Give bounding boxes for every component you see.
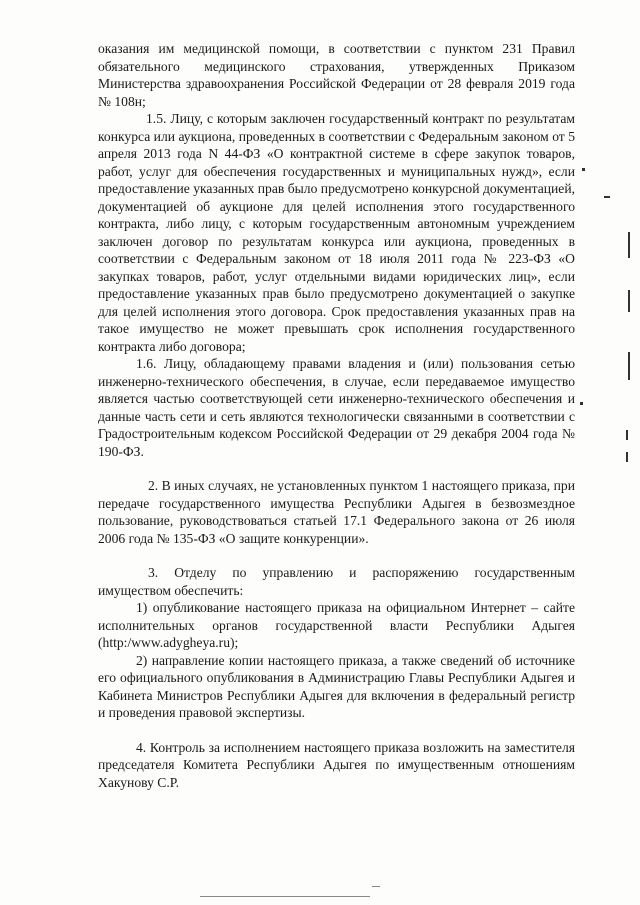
scan-artifact bbox=[628, 290, 630, 312]
paragraph-gap bbox=[98, 547, 575, 564]
paragraph-3-2: 2) направление копии настоящего приказа, а также сведений об источнике его официального опубликования в Администрацию Главы Республики Адыгея и Кабинета Министров Республики Адыгея для включения в федеральный регистр и проведения правовой экспертизы. bbox=[98, 652, 575, 720]
paragraph-1-5: 1.5. Лицу, с которым заключен государственный контракт по результатам конкурса или аукциона, проведенных в соответствии с Федеральным законом от 5 апреля 2013 года N 44-ФЗ «О контрактной системе в сфере закупок товаров, работ, услуг для обеспечения государственных и муниципальных нужд», если предоставление указанных прав было предусмотрено конкурсной документацией, документацией об аукционе для целей исполнения этого государственного контракта, либо лицу, с которым государственным автономным учреждением заключен договор по результатам конкурса или аукциона, проведенных в соответствии с Федеральным законом от 18 июля 2011 года № 223-ФЗ «О закупках товаров, работ, услуг отдельными видами юридических лиц», если предоставление указанных прав было предусмотрено документацией о закупке для целей исполнения этого договора. Срок предоставления указанных прав на такое имущество не может превышать срок исполнения государственного контракта либо договора; bbox=[98, 111, 575, 354]
paragraph-1-6: 1.6. Лицу, обладающему правами владения и (или) пользования сетью инженерно-технического обеспечения, в случае, если передаваемое имущество является частью соответствующей сети инженерно-технического обеспечения и данные часть сети и сеть являются технологически связанными в соответствии с Градостроительным кодексом Российской Федерации от 29 декабря 2004 года № 190-ФЗ. bbox=[98, 356, 575, 459]
scan-artifact bbox=[626, 452, 628, 462]
scan-artifact bbox=[628, 352, 630, 380]
scan-artifact bbox=[372, 886, 380, 887]
paragraph-gap bbox=[98, 722, 575, 739]
paragraph-3-1: 1) опубликование настоящего приказа на официальном Интернет – сайте исполнительных органов государственной власти Республики Адыгея (http:/www.adygheya.ru); bbox=[98, 600, 575, 650]
scan-artifact bbox=[200, 896, 370, 897]
scan-artifact bbox=[582, 168, 585, 171]
scan-artifact bbox=[580, 402, 583, 405]
document-body bbox=[98, 40, 575, 791]
paragraph-gap bbox=[98, 460, 575, 477]
scan-artifact bbox=[626, 430, 628, 440]
paragraph-continuation: оказания им медицинской помощи, в соответствии с пунктом 231 Правил обязательного медицинского страхования, утвержденных Приказом Министерства здравоохранения Российской Федерации от 28 февраля 2019 года № 108н; bbox=[98, 41, 575, 109]
paragraph-3: 3. Отделу по управлению и распоряжению государственным имуществом обеспечить: bbox=[98, 565, 575, 598]
scan-artifact bbox=[628, 232, 630, 258]
paragraph-4: 4. Контроль за исполнением настоящего приказа возложить на заместителя председателя Комитета Республики Адыгея по имущественным отношениям Хакунову С.Р. bbox=[98, 739, 575, 790]
paragraph-2: 2. В иных случаях, не установленных пунктом 1 настоящего приказа, при передаче государственного имущества Республики Адыгея в безвозмездное пользование, руководствоваться статьей 17.1 Федерального закона от 26 июля 2006 года № 135-ФЗ «О защите конкуренции». bbox=[98, 478, 575, 546]
scan-artifact bbox=[604, 196, 610, 198]
